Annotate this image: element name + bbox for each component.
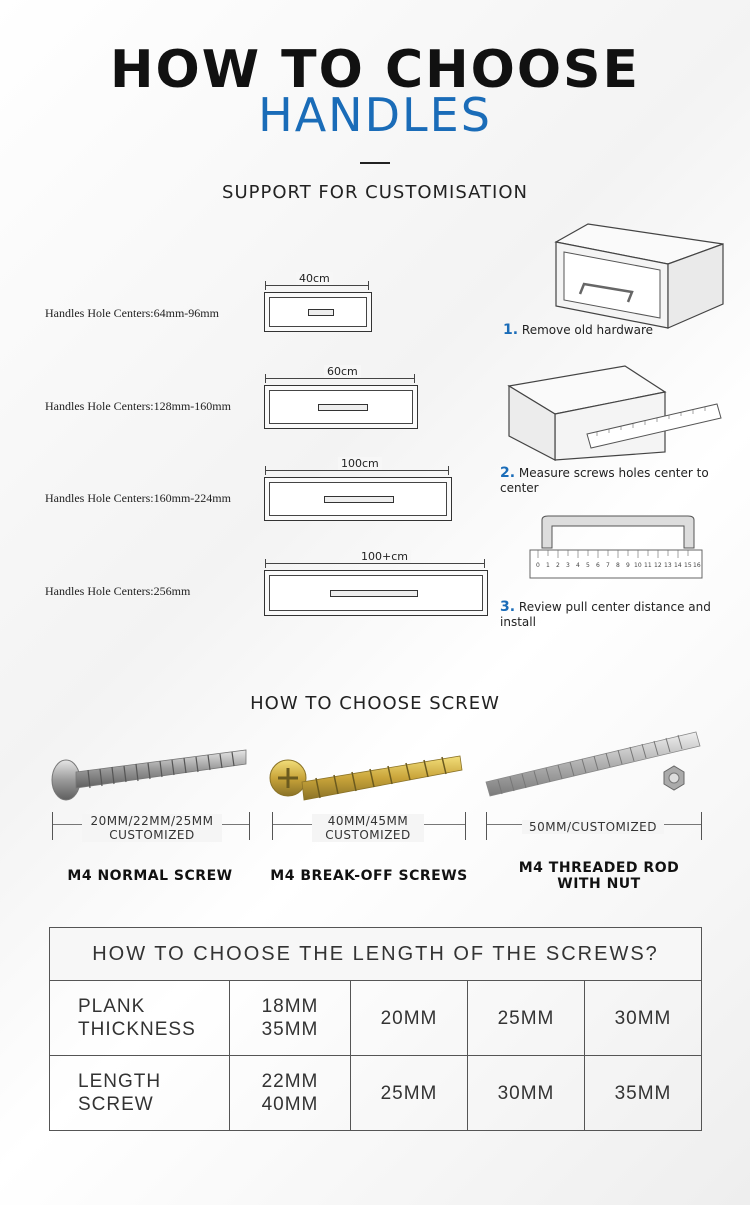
drawer-open-illustration: [548, 222, 728, 330]
handle-bar: [308, 309, 334, 316]
row-label: LENGTH SCREW: [50, 1056, 230, 1131]
screw-name: M4 NORMAL SCREW: [67, 868, 233, 884]
step-text: Measure screws holes center to center: [500, 466, 709, 495]
ruler-tick: 2: [556, 562, 560, 569]
dimension-line: [265, 470, 449, 471]
drawer-size-label: 100+cm: [358, 550, 411, 563]
ruler-tick: 3: [566, 562, 570, 569]
ruler-tick: 14: [674, 562, 682, 569]
ruler-tick: 7: [606, 562, 610, 569]
ruler-tick: 13: [664, 562, 672, 569]
table-cell: 20MM: [351, 981, 468, 1056]
step-number: 1.: [503, 322, 519, 338]
table-cell: 22MM 40MM: [230, 1056, 351, 1131]
screw-size-label: 40MM/45MM CUSTOMIZED: [312, 814, 424, 842]
drawer-illustration: [264, 570, 488, 616]
step-number: 2.: [500, 465, 516, 481]
screw-name: M4 THREADED ROD WITH NUT: [518, 860, 680, 892]
screw-length-table: [49, 927, 702, 1131]
drawer-illustration: [264, 385, 418, 429]
ruler-tick: 0: [536, 562, 540, 569]
ruler-tick: 16: [693, 562, 701, 569]
table-cell: 30MM: [585, 981, 702, 1056]
table-cell: 35MM: [585, 1056, 702, 1131]
handle-bar: [324, 496, 394, 503]
row-label: PLANK THICKNESS: [50, 981, 230, 1056]
normal-screw-image: [48, 742, 248, 804]
step-text: Remove old hardware: [521, 323, 654, 337]
screw-size-label: 50MM/CUSTOMIZED: [522, 820, 664, 834]
screw-name: M4 BREAK-OFF SCREWS: [270, 868, 468, 884]
section-subtitle: SUPPORT FOR CUSTOMISATION: [222, 182, 528, 203]
step-text: Review pull center distance and install: [500, 600, 711, 629]
ruler-tick: 15: [684, 562, 692, 569]
step-3: [500, 599, 750, 629]
table-cell: 30MM: [468, 1056, 585, 1131]
ruler-tick: 1: [546, 562, 550, 569]
title-divider: [360, 162, 390, 164]
step-number: 3.: [500, 599, 516, 615]
page-title-accent: HANDLES: [258, 88, 492, 142]
table-title: HOW TO CHOOSE THE LENGTH OF THE SCREWS?: [50, 928, 702, 981]
handle-ruler-illustration: [528, 514, 704, 580]
threaded-rod-image: [484, 730, 704, 802]
ruler-tick: 10: [634, 562, 642, 569]
ruler-tick: 12: [654, 562, 662, 569]
handle-bar: [330, 590, 418, 597]
step-1: [503, 322, 653, 338]
drawer-size-label: 40cm: [296, 272, 333, 285]
table-row: [50, 1056, 702, 1131]
drawer-size-label: 60cm: [324, 365, 361, 378]
dimension-line: [265, 378, 415, 379]
table-cell: 25MM: [351, 1056, 468, 1131]
screw-section-title: HOW TO CHOOSE SCREW: [250, 693, 500, 714]
table-row: [50, 981, 702, 1056]
ruler-tick: 8: [616, 562, 620, 569]
drawer-illustration: [264, 292, 372, 332]
page-title: HOW TO CHOOSE: [109, 40, 641, 100]
hole-centers-label-3: Handles Hole Centers:160mm-224mm: [45, 491, 231, 505]
dimension-line: [265, 563, 485, 564]
hole-centers-label-4: Handles Hole Centers:256mm: [45, 584, 191, 598]
ruler-tick: 4: [576, 562, 580, 569]
ruler-tick: 11: [644, 562, 652, 569]
dimension-line: [265, 285, 369, 286]
ruler-tick: 6: [596, 562, 600, 569]
drawer-size-label: 100cm: [338, 457, 382, 470]
hole-centers-label-1: Handles Hole Centers:64mm-96mm: [45, 306, 219, 320]
hole-centers-label-2: Handles Hole Centers:128mm-160mm: [45, 399, 231, 413]
table-cell: 18MM 35MM: [230, 981, 351, 1056]
ruler-tick: 5: [586, 562, 590, 569]
step-2: [500, 465, 750, 495]
screw-size-label: 20MM/22MM/25MM CUSTOMIZED: [82, 814, 222, 842]
ruler-tick: 9: [626, 562, 630, 569]
drawer-illustration: [264, 477, 452, 521]
handle-bar: [318, 404, 368, 411]
table-cell: 25MM: [468, 981, 585, 1056]
drawer-measure-illustration: [505, 362, 725, 462]
